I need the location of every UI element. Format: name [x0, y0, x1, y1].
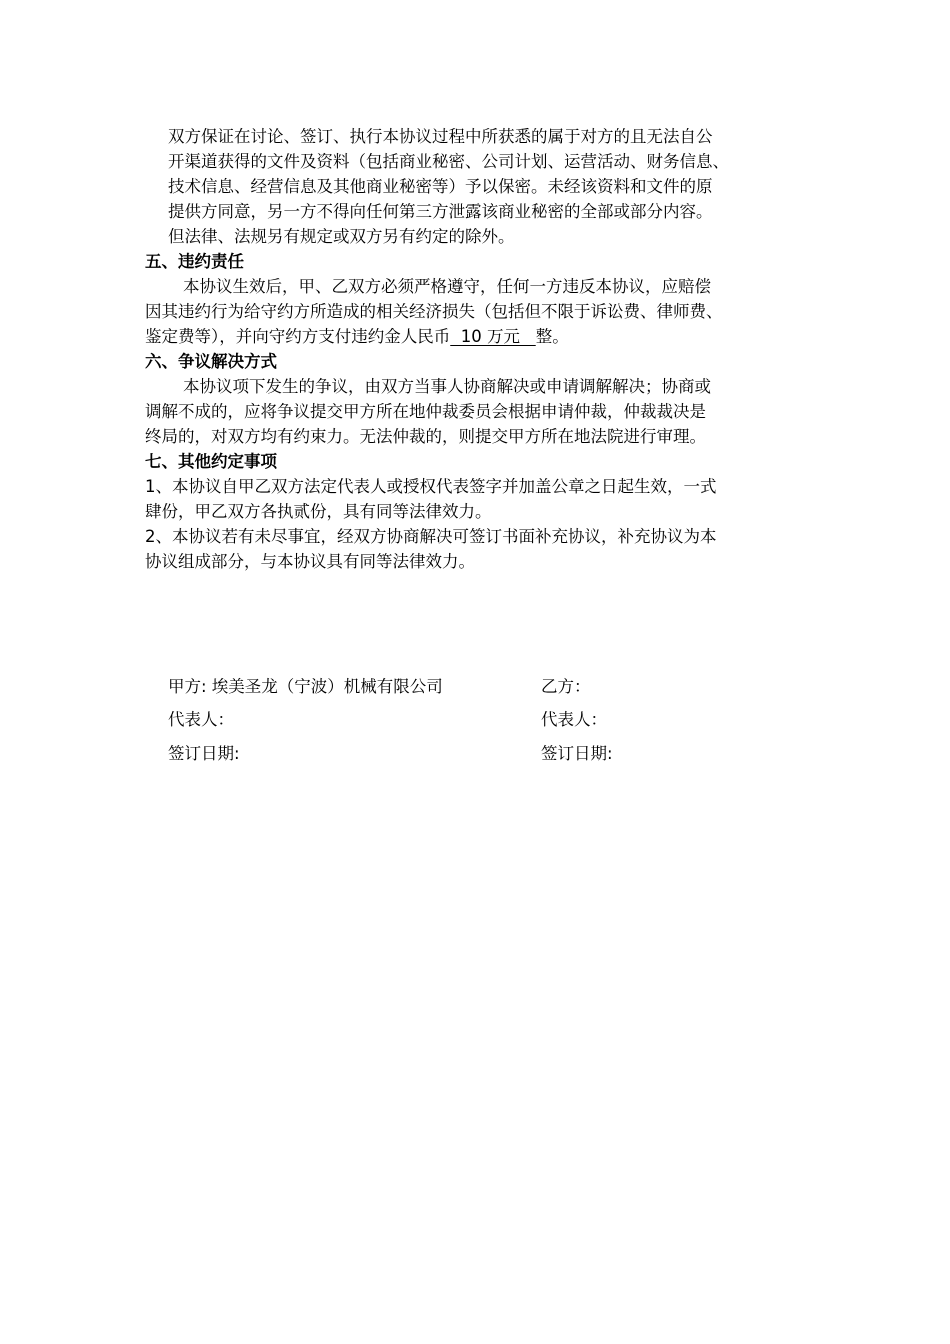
- party-b-representative-label: 代表人：: [541, 710, 607, 729]
- party-b-label: 乙方：: [541, 677, 591, 696]
- section5-heading: 五、违约责任: [145, 252, 244, 271]
- confidentiality-line-5: 但法律、法规另有规定或双方另有约定的除外。: [168, 227, 515, 246]
- party-a-sign-date-label: 签订日期:: [168, 744, 240, 763]
- section5-line-3: [145, 324, 569, 349]
- party-a-label: 甲方: 埃美圣龙（宁波）机械有限公司: [168, 677, 443, 696]
- section7-heading: 七、其他约定事项: [145, 452, 277, 471]
- confidentiality-line-4: 提供方同意，另一方不得向任何第三方泄露该商业秘密的全部或部分内容。: [168, 202, 713, 221]
- party-a-representative-label: 代表人：: [168, 710, 234, 729]
- confidentiality-line-2: 开渠道获得的文件及资料（包括商业秘密、公司计划、运营活动、财务信息、: [168, 152, 729, 171]
- confidentiality-line-1: 双方保证在讨论、签订、执行本协议过程中所获悉的属于对方的且无法自公: [168, 127, 713, 146]
- section6-line-3: 终局的，对双方均有约束力。无法仲裁的，则提交甲方所在地法院进行审理。: [145, 427, 706, 446]
- section6-line-1: 本协议项下发生的争议，由双方当事人协商解决或申请调解解决；协商或: [183, 377, 711, 396]
- section7-line-4: 协议组成部分，与本协议具有同等法律效力。: [145, 552, 475, 571]
- penalty-amount: 10 万元: [450, 327, 536, 346]
- section6-line-2: 调解不成的，应将争议提交甲方所在地仲裁委员会根据申请仲裁，仲裁裁决是: [145, 402, 706, 421]
- section7-line-1: 1、本协议自甲乙双方法定代表人或授权代表签字并加盖公章之日起生效，一式: [145, 477, 717, 496]
- section5-line-1: 本协议生效后，甲、乙双方必须严格遵守，任何一方违反本协议，应赔偿: [183, 277, 711, 296]
- section5-line-3-prefix: 鉴定费等），并向守约方支付违约金人民币: [145, 327, 451, 346]
- party-b-sign-date-label: 签订日期:: [541, 744, 613, 763]
- section6-heading: 六、争议解决方式: [145, 352, 277, 371]
- section5-line-3-suffix: 整。: [535, 327, 569, 346]
- section5-line-2: 因其违约行为给守约方所造成的相关经济损失（包括但不限于诉讼费、律师费、: [145, 302, 723, 321]
- section7-line-2: 肆份，甲乙双方各执贰份，具有同等法律效力。: [145, 502, 492, 521]
- section7-line-3: 2、本协议若有未尽事宜，经双方协商解决可签订书面补充协议，补充协议为本: [145, 527, 717, 546]
- confidentiality-line-3: 技术信息、经营信息及其他商业秘密等）予以保密。未经该资料和文件的原: [168, 177, 713, 196]
